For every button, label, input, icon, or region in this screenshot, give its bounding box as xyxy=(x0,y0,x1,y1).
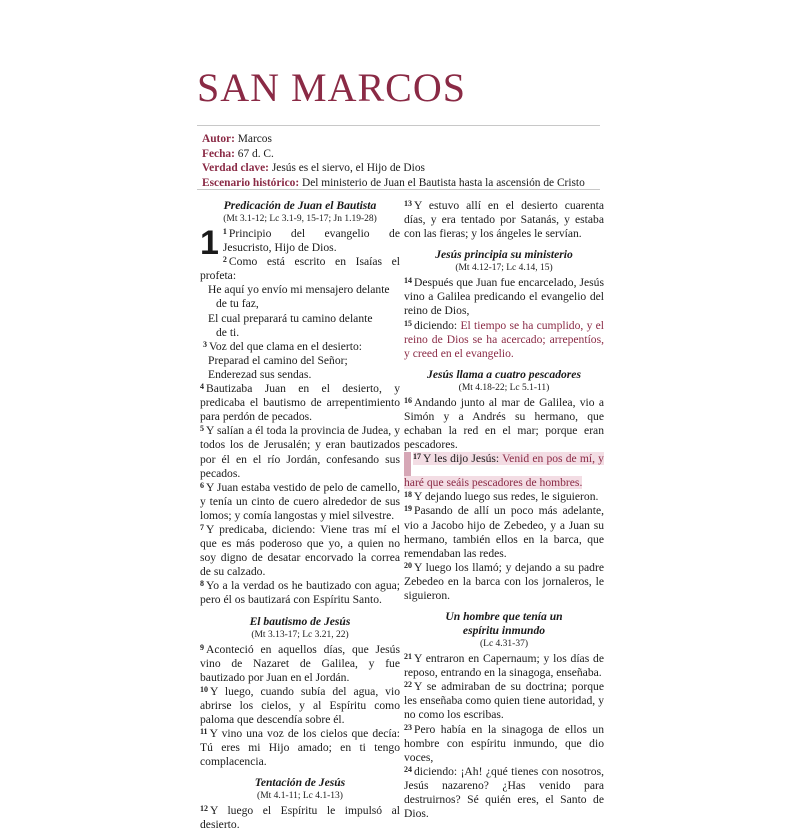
verse-13: $^{13}$ Y estuvo allí en el desierto cuarenta días, y era tentado por Satanás, y estaba con las fieras; y los ángeles le servían. xyxy=(404,199,604,241)
section-heading: Tentación de Jesús xyxy=(254,776,346,790)
verse-16: $^{16}$ Andando junto al mar de Galilea, vio a Simón y a Andrés su hermano, que echaban la red en el mar; porque eran pescadores. xyxy=(404,395,604,452)
info-value: Del ministerio de Juan el Bautista hasta la ascensión de Cristo xyxy=(301,176,585,189)
verse-3: $^3$ Voz del que clama en el desierto: xyxy=(203,339,363,353)
section-heading: Un hombre que tenía un espíritu inmundo xyxy=(445,610,563,638)
cross-reference: (Mt 4.12-17; Lc 4.14, 15) xyxy=(455,263,553,274)
verse-11: $^{11}$ Y vino una voz de los cielos que decía: Tú eres mi Hijo amado; en ti tengo complacencia. xyxy=(200,727,400,769)
section-heading: El bautismo de Jesús xyxy=(249,614,351,628)
info-value: 67 d. C. xyxy=(237,147,274,160)
right-column xyxy=(404,199,604,821)
verse-9: $^9$ Aconteció en aquellos días, que Jesús vino de Nazaret de Galilea, y fue bautizado por Juan en el Jordán. xyxy=(200,642,400,684)
verse-6: $^6$ Y Juan estaba vestido de pelo de camello, y tenía un cinto de cuero alrededor de sus lomos; y comía langostas y miel silvestre. xyxy=(200,480,400,522)
words-of-jesus: El tiempo se ha cumplido, y el reino de Dios se ha acercado; arrepentíos, y creed en el evangelio. xyxy=(404,318,604,360)
section-heading: Predicación de Juan el Bautista xyxy=(223,199,377,212)
verse-17: $^{17}$ Y les dijo Jesús: Venid en pos de mí, y haré que seáis pescadores de hombres. xyxy=(404,452,604,490)
info-label: Fecha: xyxy=(202,147,235,160)
cross-reference: (Mt 3.13-17; Lc 3.21, 22) xyxy=(251,629,349,640)
info-author xyxy=(202,132,602,147)
verse-23: $^{23}$ Pero había en la sinagoga de ellos un hombre con espíritu inmundo, que dio voces, xyxy=(404,722,604,764)
cross-reference: (Mt 3.1-12; Lc 3.1-9, 15-17; Jn 1.19-28) xyxy=(223,214,377,224)
highlighted-words-of-jesus: Venid en pos de mí, y haré que seáis pescadores de hombres. xyxy=(404,452,604,490)
verse-3-quote: Preparad el camino del Señor; xyxy=(208,353,348,367)
verse-2: $^2$ Como está escrito en Isaías el profeta: xyxy=(200,255,400,283)
verse-10: $^{10}$ Y luego, cuando subía del agua, vio abrirse los cielos, y al Espíritu como paloma que descendía sobre él. xyxy=(200,684,400,726)
verse-15: $^{15}$ diciendo: El tiempo se ha cumplido, y el reino de Dios se ha acercado; arrepentíos, y creed en el evangelio. xyxy=(404,318,604,360)
info-label: Autor: xyxy=(202,133,235,145)
verse-21: $^{21}$ Y entraron en Capernaum; y los días de reposo, entrando en la sinagoga, enseñaba. xyxy=(404,652,604,680)
verse-7: $^7$ Y predicaba, diciendo: Viene tras mí el que es más poderoso que yo, a quien no soy digno de desatar encorvado la correa de su calzado. xyxy=(200,522,400,579)
chapter-number: 1 xyxy=(200,224,219,262)
verse-22: $^{22}$ Y se admiraban de su doctrina; porque les enseñaba como quien tiene autoridad, y no como los escribas. xyxy=(404,680,604,722)
verse-19: $^{19}$ Pasando de allí un poco más adelante, vio a Jacobo hijo de Zebedeo, y a Juan su hermano, también ellos en la barca, que remendaban las redes. xyxy=(404,504,604,560)
verse-1: 1 $^1$ Principio del evangelio de Jesucristo, Hijo de Dios. xyxy=(200,224,400,262)
section-heading: Jesús principia su ministerio xyxy=(435,248,573,262)
info-label: Verdad clave: xyxy=(202,162,269,175)
book-title: SAN MARCOS xyxy=(197,65,466,110)
cross-reference: (Mt 4.1-11; Lc 4.1-13) xyxy=(257,791,343,802)
verse-12: $^{12}$ Y luego el Espíritu le impulsó al desierto. xyxy=(200,804,400,832)
verse-4: $^4$ Bautizaba Juan en el desierto, y predicaba el bautismo de arrepentimiento para perdón de pecados. xyxy=(200,382,400,424)
verse-8: $^8$ Yo a la verdad os he bautizado con agua; pero él os bautizará con Espíritu Santo. xyxy=(200,579,400,607)
verse-5: $^5$ Y salían a él toda la provincia de Judea, y todos los de Jerusalén; y eran bautizados por él en el río Jordán, confesando sus pecados. xyxy=(200,424,400,480)
info-rule xyxy=(197,189,600,190)
info-label: Escenario histórico: xyxy=(202,176,300,189)
info-value: Marcos xyxy=(237,133,272,145)
verse-2-quote: El cual preparará tu camino delante xyxy=(208,311,373,325)
info-value: Jesús es el siervo, el Hijo de Dios xyxy=(271,162,425,175)
verse-2-quote: de tu faz, xyxy=(216,297,259,311)
book-info xyxy=(202,132,602,190)
verse-3-quote: Enderezad sus sendas. xyxy=(208,367,312,381)
verse-20: $^{20}$ Y luego los llamó; y dejando a su padre Zebedeo en la barca con los jornaleros, le siguieron. xyxy=(404,560,604,602)
verse-14: $^{14}$ Después que Juan fue encarcelado, Jesús vino a Galilea predicando el evangelio del reino de Dios, xyxy=(404,276,604,318)
verse-24: $^{24}$ diciendo: ¡Ah! ¿qué tienes con nosotros, Jesús nazareno? ¿Has venido para destruirnos? Sé quién eres, el Santo de Dios. xyxy=(404,764,604,821)
left-column xyxy=(200,199,400,833)
highlight-marker-icon xyxy=(404,452,411,476)
cross-reference: (Mt 4.18-22; Lc 5.1-11) xyxy=(458,382,550,393)
cross-reference: (Lc 4.31-37) xyxy=(479,639,528,650)
section-heading: Jesús llama a cuatro pescadores xyxy=(427,367,581,381)
info-date xyxy=(202,147,602,162)
verse-18: $^{18}$ Y dejando luego sus redes, le siguieron. xyxy=(404,490,599,504)
verse-2-quote: de ti. xyxy=(216,325,240,339)
top-rule xyxy=(197,125,600,126)
info-key-truth xyxy=(202,161,602,176)
verse-2-quote: He aquí yo envío mi mensajero delante xyxy=(208,283,390,297)
